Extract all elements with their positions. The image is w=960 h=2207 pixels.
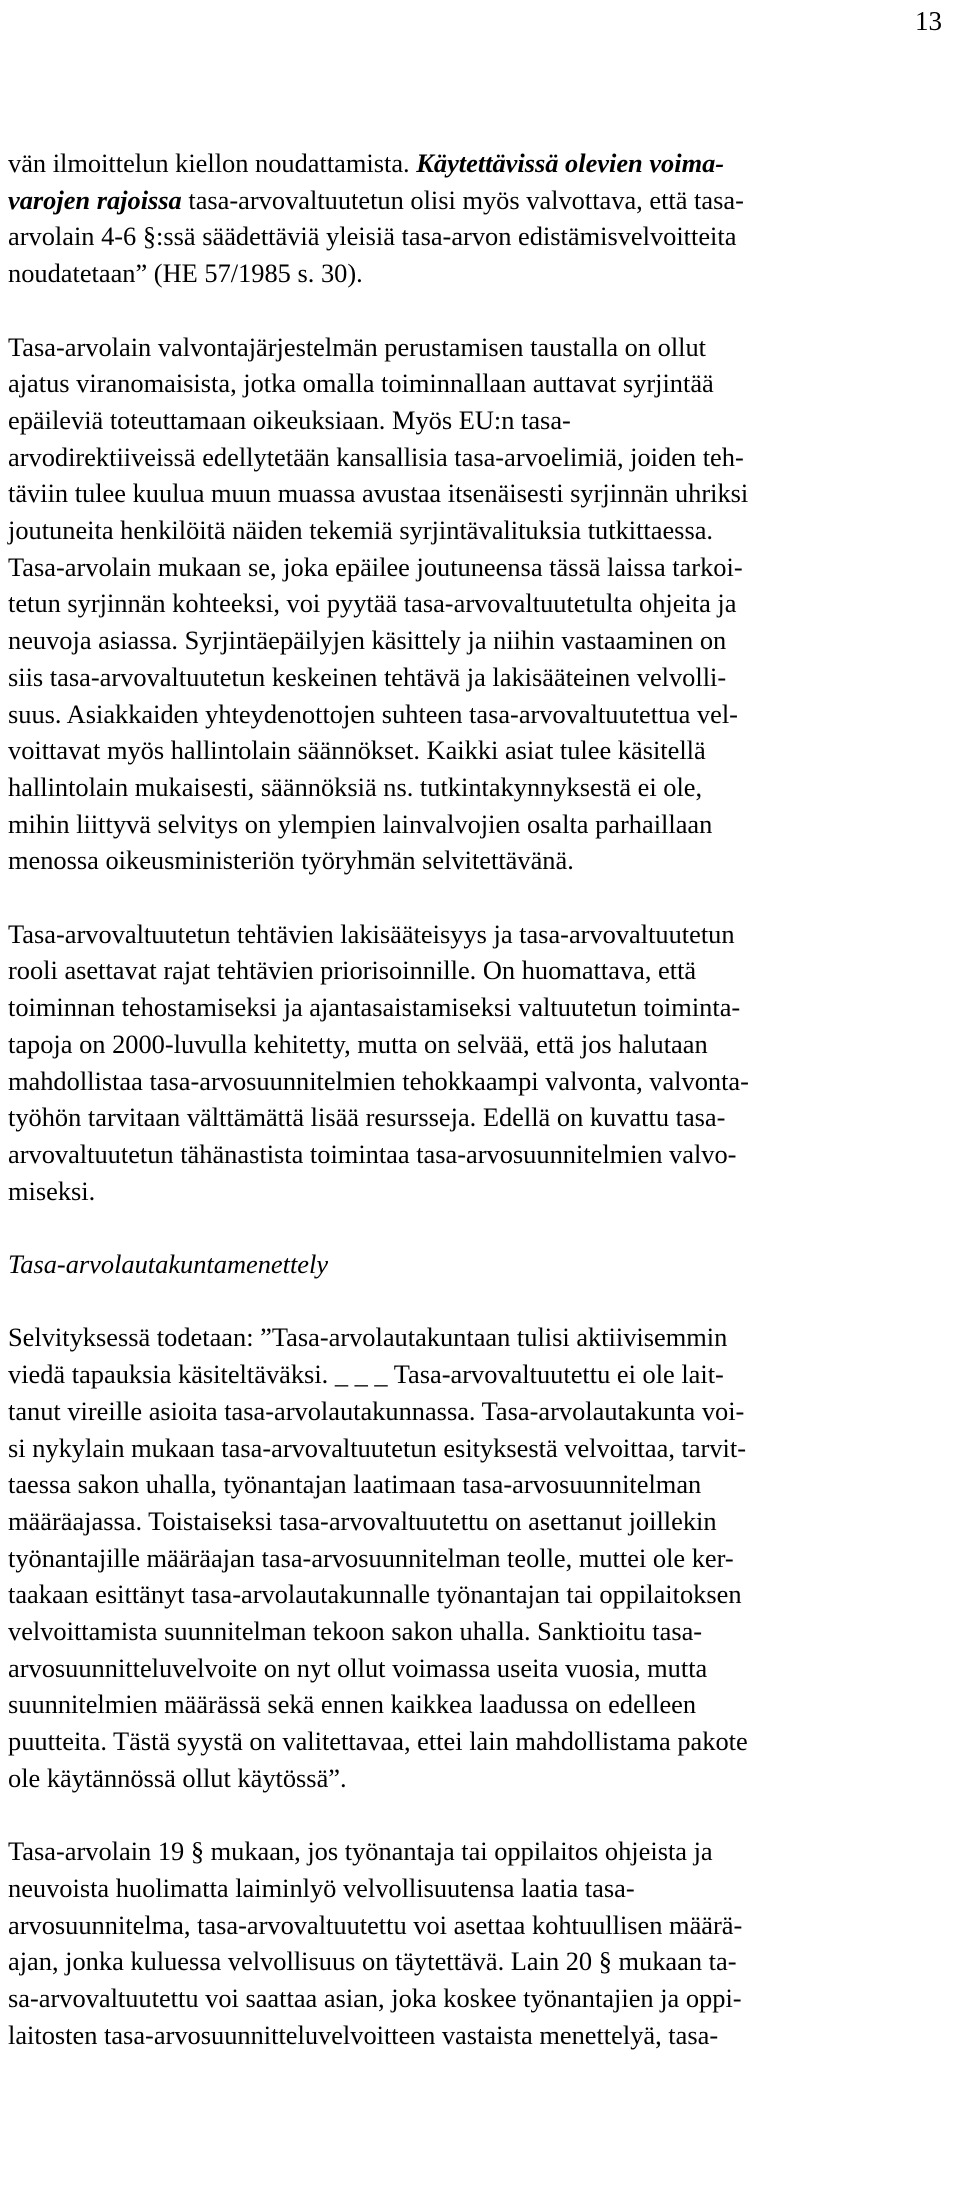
section-heading: Tasa-arvolautakuntamenettely [8,1249,329,1280]
text-line: epäileviä toteuttamaan oikeuksiaan. Myös EU:n tasa- [8,404,571,435]
text-line: tapoja on 2000-luvulla kehitetty, mutta on selvää, että jos halutaan [8,1028,708,1059]
paragraph-spacer [8,1209,938,1246]
paragraph-4 [8,1319,938,1796]
text-line: taessa sakon uhalla, työnantajan laatimaan tasa-arvosuunnitelman [8,1469,702,1500]
text-line: ajan, jonka kuluessa velvollisuus on täytettävä. Lain 20 § mukaan ta- [8,1946,737,1977]
paragraph-spacer [8,292,938,329]
paragraph-2 [8,329,938,880]
text-line: Tasa-arvolain 19 § mukaan, jos työnantaja tai oppilaitos ohjeista ja [8,1836,713,1867]
text-line: toiminnan tehostamiseksi ja ajantasaistamiseksi valtuutetun toiminta- [8,992,741,1023]
emphasis-text: varojen rajoissa [8,184,182,215]
paragraph-spacer [8,1283,938,1320]
paragraph-3 [8,916,938,1210]
paragraph-spacer [8,1797,938,1834]
text-line: sa-arvovaltuutettu voi saattaa asian, joka koskee työnantajien ja oppi- [8,1983,742,2014]
text-run: tasa-arvovaltuutetun olisi myös valvottava, että tasa- [181,184,744,215]
text-line: ajatus viranomaisista, jotka omalla toiminnallaan auttavat syrjintää [8,368,714,399]
text-line: viedä tapauksia käsiteltäväksi. _ _ _ Tasa-arvovaltuutettu ei ole lait- [8,1359,724,1390]
text-line: tetun syrjinnän kohteeksi, voi pyytää tasa-arvovaltuutetulta ohjeita ja [8,588,737,619]
text-line: tanut vireille asioita tasa-arvolautakunnassa. Tasa-arvolautakunta voi- [8,1395,745,1426]
paragraph-spacer [8,879,938,916]
text-line [8,145,938,182]
text-line: Tasa-arvolain mukaan se, joka epäilee joutuneensa tässä laissa tarkoi- [8,551,743,582]
text-line: puutteita. Tästä syystä on valitettavaa, ettei lain mahdollistama pakote [8,1726,748,1757]
text-line: työnantajille määräajan tasa-arvosuunnitelman teolle, muttei ole ker- [8,1542,734,1573]
text-line: Tasa-arvovaltuutetun tehtävien lakisääteisyys ja tasa-arvovaltuutetun [8,918,735,949]
text-line: taakaan esittänyt tasa-arvolautakunnalle työnantajan tai oppilaitoksen [8,1579,742,1610]
text-line: laitosten tasa-arvosuunnitteluvelvoitteen vastaista menettelyä, tasa- [8,2019,719,2050]
paragraph-1 [8,145,938,292]
text-line: neuvoista huolimatta laiminlyö velvollisuutensa laatia tasa- [8,1872,635,1903]
text-line: mihin liittyvä selvitys on ylempien lainvalvojien osalta parhaillaan [8,808,713,839]
text-line: arvolain 4-6 §:ssä säädettäviä yleisiä tasa-arvon edistämisvelvoitteita [8,221,737,252]
text-line: arvosuunnitelma, tasa-arvovaltuutettu voi asettaa kohtuullisen määrä- [8,1909,743,1940]
text-line: arvovaltuutetun tähänastista toimintaa tasa-arvosuunnitelmien valvo- [8,1138,737,1169]
text-line: täviin tulee kuulua muun muassa avustaa itsenäisesti syrjinnän uhriksi [8,478,749,509]
text-line: Tasa-arvolain valvontajärjestelmän perustamisen taustalla on ollut [8,331,707,362]
text-line: suunnitelmien määrässä sekä ennen kaikkea laadussa on edelleen [8,1689,697,1720]
paragraph-5 [8,1833,938,2053]
text-line: ole käytännössä ollut käytössä”. [8,1762,347,1793]
text-line: siis tasa-arvovaltuutetun keskeinen tehtävä ja lakisääteinen velvolli- [8,661,727,692]
text-line: voittavat myös hallintolain säännökset. Kaikki asiat tulee käsitellä [8,735,706,766]
emphasis-text: Käytettävissä olevien voima- [416,148,725,178]
text-line: työhön tarvitaan välttämättä lisää resursseja. Edellä on kuvattu tasa- [8,1102,726,1133]
text-line [8,182,938,219]
text-line: rooli asettavat rajat tehtävien priorisoinnille. On huomattava, että [8,955,697,986]
document-body [8,145,938,2053]
text-line: määräajassa. Toistaiseksi tasa-arvovaltuutettu on asettanut joillekin [8,1505,717,1536]
text-line: si nykylain mukaan tasa-arvovaltuutetun esityksestä velvoittaa, tarvit- [8,1432,746,1463]
text-line: hallintolain mukaisesti, säännöksiä ns. tutkintakynnyksestä ei ole, [8,771,703,802]
text-line: miseksi. [8,1175,96,1206]
text-line: neuvoja asiassa. Syrjintäepäilyjen käsittely ja niihin vastaaminen on [8,625,727,656]
text-line: joutuneita henkilöitä näiden tekemiä syrjintävalituksia tutkittaessa. [8,515,714,546]
text-line: suus. Asiakkaiden yhteydenottojen suhteen tasa-arvovaltuutettua vel- [8,698,738,729]
text-line: menossa oikeusministeriön työryhmän selvitettävänä. [8,845,574,876]
text-run: vän ilmoittelun kiellon noudattamista. [8,148,417,178]
text-line: mahdollistaa tasa-arvosuunnitelmien tehokkaampi valvonta, valvonta- [8,1065,749,1096]
text-line: arvodirektiiveissä edellytetään kansallisia tasa-arvoelimiä, joiden teh- [8,441,744,472]
text-line: arvosuunnitteluvelvoite on nyt ollut voimassa useita vuosia, mutta [8,1652,708,1683]
text-line: Selvityksessä todetaan: ”Tasa-arvolautakuntaan tulisi aktiivisemmin [8,1322,728,1353]
page-number: 13 [915,6,942,36]
text-line: velvoittamista suunnitelman tekoon sakon uhalla. Sanktioitu tasa- [8,1616,703,1647]
text-line: noudatetaan” (HE 57/1985 s. 30). [8,258,363,289]
